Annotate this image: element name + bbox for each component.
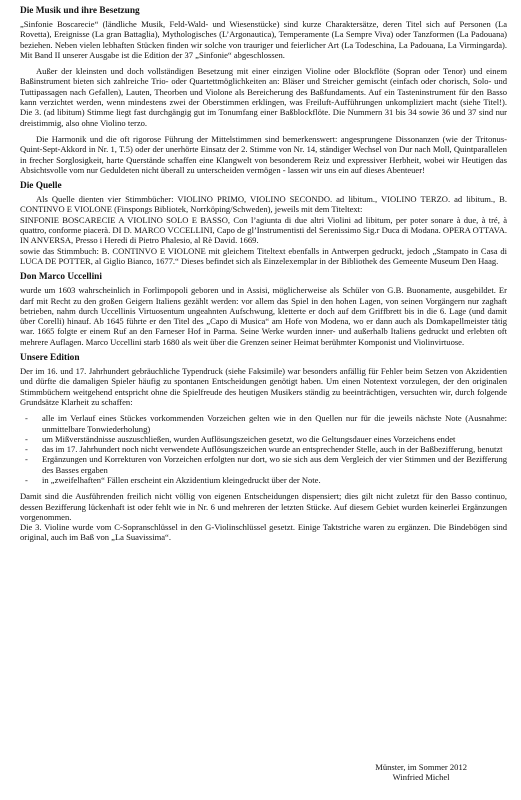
paragraph: sowie das Stimmbuch: B. CONTINVO E VIOLONE mit gleichem Titeltext ebenfalls in Antwerpen gedruckt, jedoch „Stampato in Casa di LUCA DE POTTER, al Giglio Bianco, 1677.“ Dieses befindet sich als Einzelexemplar in der Bibliothek des Gemeente Museum Den Haag.: [20, 245, 507, 266]
signature-block: [375, 762, 467, 782]
heading-edition: Unsere Edition: [20, 353, 80, 364]
paragraph: Als Quelle dienten vier Stimmbücher: VIOLINO PRIMO, VIOLINO SECONDO. ad libitum., VIOLINO TERZO. ad libitum., B. CONTINVO E VIOLONE (Finspongs Bibliotek, Norrköping/Schweden), jeweils mit dem Titeltext:: [20, 194, 507, 215]
title-text: SINFONIE BOSCARECIE A VIOLINO SOLO E BASSO, Con l’agiunta di due altri Violini ad libitum, per poter sonare à due, à tré, à quattro, conforme piacerà. DI D. MARCO VCCELLINI, Capo de gl’Instrumentisti del Serenissimo Sig.r Duca di Modana. OPERA OTTAVA. IN ANVERSA, Presso i Heredi di Pietro Phalesio, al Rè David. 1669.: [20, 214, 507, 246]
section-music-scoring: [20, 6, 507, 175]
section-composer: [20, 272, 507, 347]
paragraph: „Sinfonie Boscarecie“ (ländliche Musik, Feld-Wald- und Wiesenstücke) sind kurze Charaktersätze, deren Titel sich auf Personen (La Rovetta), Ereignisse (La gran Battaglia), Mythologisches (L’Argonautica), Temperamente (La Sempre Viva) oder Tanzformen (La Padouana) beziehen. Neben vielen lebhaften Stücken finden wir solche von trauriger und feierlicher Art (La Todeschina, La Padouana, La Virmingarda). Mit Band II unserer Ausgabe ist die Edition der 37 „Sinfonie“ abgeschlossen.: [20, 19, 507, 60]
paragraph: wurde um 1603 wahrscheinlich in Forlimpopoli geboren und in Assisi, möglicherweise als Schüler von G.B. Buonamente, ausgebildet. Er darf mit Recht zu den großen Geigern Italiens gezählt werden: vor allem das Spiel in den hohen Lagen, von seinen Vorgängern nur zaghaft betrieben, nahm durch Uccellinis Virtuosentum ungeahnten Aufschwung, kletterte er doch auf dem Griffbrett bis in die 6. Lage (und damit über Corelli) hinauf. Ab 1645 führte er den Titel des „Capo di Musica“ am Hofe von Modena, wo er dann auch als Domkapellmeister tätig war. 1665 folgte er einem Ruf an den Farneser Hof in Parma. Seine Werke wurden inner- und außerhalb Italiens gedruckt und erlebten oft mehrere Auflagen. Marco Uccellini starb 1680 als weit über die Grenzen seiner Heimat berühmter Komponist und Violinvirtuose.: [20, 285, 507, 347]
paragraph: Der im 16. und 17. Jahrhundert gebräuchliche Typendruck (siehe Faksimile) war besonders anfällig für Fehler beim Setzen von Akzidentien und dürfte die damaligen Spieler häufig zu spontanen Entscheidungen genötigt haben. Um einen Notentext vorzulegen, der den originalen Stimmbüchern weitgehend entspricht ohne die Spielfreude des heutigen Musikers ständig zu beeinträchtigen, versuchten wir, durch folgende Grundsätze Klarheit zu schaffen:: [20, 366, 507, 407]
heading-music-scoring: Die Musik und ihre Besetzung: [20, 6, 140, 16]
author-name: Winfried Michel: [392, 772, 450, 782]
heading-source: Die Quelle: [20, 181, 62, 192]
paragraph: Die 3. Violine wurde vom C-Sopranschlüssel in den G-Violinschlüssel gesetzt. Einige Taktstriche waren zu ergänzen. Die Bindebögen sind original, auch im Baß von „La Suavissima“.: [20, 522, 507, 543]
list-item: - Ergänzungen und Korrekturen von Vorzeichen erfolgten nur dort, wo sie sich aus dem Vergleich der vier Stimmen und der Bezifferung des Basses ergaben: [20, 454, 507, 475]
paragraph: Damit sind die Ausführenden freilich nicht völlig von eigenen Entscheidungen dispensiert; dies gilt nicht zuletzt für den Basso continuo, dessen Bezifferung lückenhaft ist oder fehlt wie in Nr. 6 und mehreren der letzten Stücke. Auf diesem Gebiet wurden keinerlei Ergänzungen vorgenommen.: [20, 491, 507, 522]
principles-list: [20, 413, 507, 485]
list-item: - in „zweifelhaften“ Fällen erscheint ein Akzidentium kleingedruckt über der Note.: [20, 475, 507, 485]
place-date: Münster, im Sommer 2012: [375, 762, 467, 772]
list-item: - um Mißverständnisse auszuschließen, wurden Auflösungszeichen gesetzt, wo die Geltungsdauer eines Vorzeichens endet: [20, 434, 507, 444]
list-item: - das im 17. Jahrhundert noch nicht verwendete Auflösungszeichen wurde an entsprechender Stelle, auch in der Baßbezifferung, benutzt: [20, 444, 507, 454]
paragraph: Die Harmonik und die oft rigorose Führung der Mittelstimmen sind bemerkenswert: angesprungene Dissonanzen (wie der Tritonus-Quint-Sept-Akkord in Nr. 1, T.5) oder der unerhörte Einsatz der 2. Stimme von Nr. 14, ständiger Wechsel von Dur nach Moll, Quintparallelen in frecher Sorglosigkeit, harte Querstände schaffen eine Klangwelt von besonderem Reiz und expressiver Herbheit, wobei wir Heutigen das Absichtsvolle vom nur Geduldeten nicht überall zu unterscheiden vermögen - lassen wir uns ein auf dieses Abenteuer!: [20, 133, 507, 175]
paragraph: Außer der kleinsten und doch vollständigen Besetzung mit einer einzigen Violine oder Blockflöte (Sopran oder Tenor) und einem Baßinstrument bieten sich zahlreiche Trio- oder Quartettmöglichkeiten an: Bläser und Streicher gemischt (einfach oder chorisch, Solo- und Tuttipassagen nach Gefallen), Lauten, Theorben und Violone als Bereicherung des Baßfundaments. Auf ein Tasteninstrument für den Basso kann verzichtet werden, wenn mindestens zwei der Oberstimmen erklingen, was Freiluft-Aufführungen unkompliziert macht (siehe Titel!). Die 3. (ad libitum) Stimme liegt fast durchgängig gut im Tonumfang einer Baßblockflöte. Die Nummern 31 bis 34 sowie 36 und 37 sind nur dreistimmig, also ohne Violino terzo.: [20, 66, 507, 128]
section-source: [20, 181, 507, 266]
section-edition: [20, 353, 507, 543]
list-item: - alle im Verlauf eines Stückes vorkommenden Vorzeichen gelten wie in den Quellen nur für die jeweils nächste Note (Ausnahme: unmittelbare Tonwiederholung): [20, 413, 507, 434]
heading-composer: Don Marco Uccellini: [20, 272, 102, 283]
